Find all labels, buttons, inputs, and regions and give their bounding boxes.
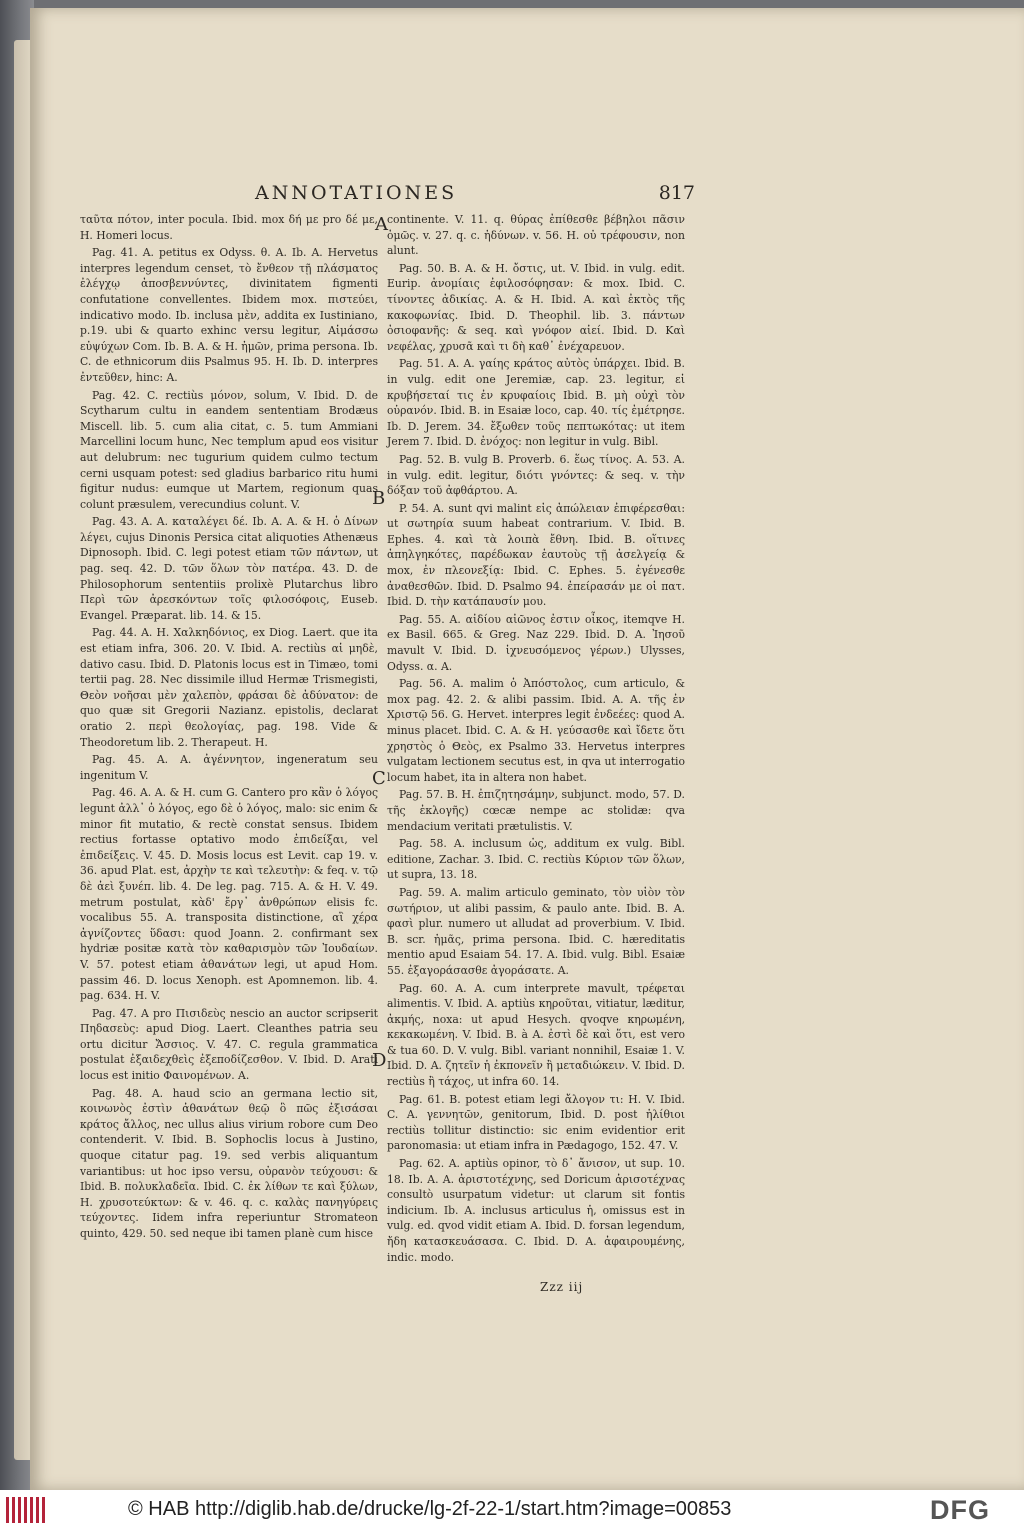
annotation-paragraph: continente. V. 11. q. θύρας ἐπίθεσθε βέβηλοι πᾶσιν ὁμῶς. v. 27. q. c. ἡδύνων. v. 56. H. οὐ τρέφουσιν, non alunt. (387, 213, 685, 258)
margin-marker-a: A (375, 214, 388, 235)
dfg-logo: DFG (930, 1495, 990, 1525)
annotation-paragraph: Pag. 61. B. potest etiam legi ἄλογον τι: H. V. Ibid. C. A. γεννητῶν, genitorum, Ibid. D. post ἡλίθιοι rectiùs tollitur distinctio: sic enim evidentior erit paronomasia: ut etiam infra in Pædagogo, 152. 47. V. (387, 1092, 685, 1153)
annotation-paragraph: Pag. 51. A. A. γαίης κράτος αὐτὸς ὑπάρχει. Ibid. B. in vulg. edit one Jeremiæ, cap. 23. legitur, εἰ κρυβήσεταί τις ἐν κρυφαίοις Ibid. B. μὴ οὐχὶ τὸν οὐρανόν. Ibid. B. in Esaiæ loco, cap. 40. τίς ἐμέτρησε. Ib. D. Jerem. 34. ἔξωθεν τοῦς πεπτωκότας: ut item Jerem 7. Ibid. D. ἐνόχος: non legitur in vulg. Bibl. (387, 357, 685, 449)
annotation-paragraph: Pag. 55. A. αἰδίου αἰῶνος ἐστιν οἶκος, itemqve H. ex Basil. 665. & Greg. Naz 229. Ibid. D. A. Ἰησοῦ mavult V. Ibid. D. ἰχνευσόμενος γέρων.) Ulysses, Odyss. α. A. (387, 612, 685, 673)
page-header (255, 182, 695, 204)
margin-marker-b: B (372, 488, 386, 509)
annotation-paragraph: Pag. 43. A. A. καταλέγει δέ. Ib. A. A. & H. ὁ Δίνων λέγει, cujus Dinonis Persica citat aliquoties Athenæus Dipnosoph. Ibid. C. legi potest etiam τῶν πάντων, ut pag. seq. 42. D. τῶν ὅλων τὸν πατέρα. 43. D. de Philosophorum sententiis prolixè Plutarchus libro Περὶ τῶν ἀρεσκόντων τοῖς φιλοσόφοις, Euseb. Evangel. Præparat. lib. 14. & 15. (80, 515, 378, 622)
annotation-paragraph: Pag. 57. B. H. ἐπιζητησάμην, subjunct. modo, 57. D. τῆς ἐκλογῆς) cœcæ nempe ac stolidæ: qva mendacium veritati prætulistis. V. (387, 788, 685, 833)
annotation-paragraph: Pag. 47. A pro Πισιδεὺς nescio an auctor scripserit Πηδασεὺς: apud Diog. Laert. Cleanthes patria seu ortu dicitur Ἄσσιος. V. 47. C. regula grammatica postulat ἐξαιδεχθεὶς ἐξεποδίζεσθον. V. Ibid. D. Arati locus est initio Φαινομένων. A. (80, 1006, 378, 1083)
copyright-url[interactable]: © HAB http://diglib.hab.de/drucke/lg-2f-22-1/start.htm?image=00853 (128, 1498, 732, 1520)
page-number: 817 (658, 182, 695, 204)
annotation-paragraph: Pag. 45. A. A. ἀγέννητον, ingeneratum seu ingenitum V. (80, 753, 378, 782)
annotation-paragraph: Pag. 42. C. rectiùs μόνον, solum, V. Ibid. D. de Scytharum cultu in eandem sententiam Brodæus Miscell. lib. 5. cum alia citat, c. 5. tum Ammiani Marcellini locum hunc, Nec templum apud eos visitur aut delubrum: nec tugurium quidem culmo tectum cerni usquam potest: sed gladius barbarico ritu humi figitur nudus: eumque ut Martem, regionum quas colunt præsulem, verecundius colunt. V. (80, 388, 378, 511)
annotation-paragraph: Pag. 50. B. A. & H. ὄστις, ut. V. Ibid. in vulg. edit. Eurip. ἀνομίαις ἐφιλοσόφησαν: & mox. Ibid. C. τίνοντες ἀδικίας. A. & H. Ibid. A. καὶ ἐκτὸς τῆς κακοφωνίας. Ibid. D. Theophil. lib. 3. πάντων ὀσιοφανῆς: & seq. καὶ γνόφον αἰεί. Ibid. D. Καὶ νεφέλας, χρυσᾶ καὶ τι δὴ καθ᾽ ἐνέχαρευον. (387, 261, 685, 353)
annotation-paragraph: Pag. 60. A. A. cum interprete mavult, τρέφεται alimentis. V. Ibid. A. aptiùs κηροῦται, vitiatur, læditur, ἀκμής, noxa: ut apud Hesych. qvoqve κηρωμένη, κεκακωμένη. V. Ibid. B. à A. ἐστὶ δὲ καὶ ὅτι, est vero & tua 60. D. V. vulg. Bibl. variant nonnihil, Esaiæ 1. V. Ibid. D. A. ζητεῖν ἡ ἐκπονεῖν ἢ μεταδιώκειν. V. Ibid. D. rectiùs ἢ τάχος, ut infra 60. 14. (387, 981, 685, 1089)
annotation-paragraph: ταῦτα πότον, inter pocula. Ibid. mox δή με pro δέ με, H. Homeri locus. (80, 213, 378, 242)
annotation-paragraph: Pag. 46. A. A. & H. cum G. Cantero pro κἂν ὁ λόγος legunt ἀλλ᾽ ὁ λόγος, ego δὲ ὁ λόγος, malo: sic enim & minor fit mutatio, & rectè constat sensus. Ibidem rectius fortasse optativo modo ἐπιδείξαι, vel ἐπιδείξεις. V. 45. D. Mosis locus est Levit. cap 19. v. 36. apud Plat. est, ἀρχὴν τε καὶ τελευτὴν: & feq. v. τῷ δὲ ἀεὶ ξυνέπ. lib. 4. De leg. pag. 715. A. & H. V. 49. metrum postulat, κὰδ' ἔργ᾽ ἀνθρώπων elisis fc. vocalibus 55. A. transposita distinctione, αἳ χέρα ἀγνίζοντες ὕδασι: quod Joann. 2. confirmant sex hydriæ positæ κατὰ τὸν καθαρισμὸν τῶν Ἰουδαίων. V. 57. potest etiam ἀθανάτων legi, ut apud Hom. passim 46. D. locus Xenoph. est Apomnemon. lib. 4. pag. 634. H. V. (80, 786, 378, 1003)
hab-logo-icon (4, 1497, 50, 1523)
margin-marker-c: C (372, 768, 386, 789)
margin-marker-d: D (372, 1050, 387, 1071)
signature-mark: Zzz iij (540, 1280, 584, 1294)
annotation-paragraph: Pag. 52. B. vulg B. Proverb. 6. ἕως τίνος. A. 53. A. in vulg. edit. legitur, διότι γνόντες: & seq. v. τὴν δόξαν τοῦ ἀφθάρτου. A. (387, 452, 685, 498)
running-head: ANNOTATIONES (255, 182, 458, 204)
viewer-footer (0, 1490, 1024, 1529)
right-column (387, 212, 685, 1264)
annotation-paragraph: Pag. 62. A. aptiùs opinor, τὸ δ᾽ ἄνισον, ut sup. 10. 18. Ib. A. A. ἀριστοτέχνης, sed Doricum ἀρισοτέχνας consultò usurpatum videtur: ut clarum sit fontis indicium. Ib. A. inclusus articulus ἡ, omissus est in vulg. ed. qvod vidit etiam A. Ibid. D. forsan legendum, ἤδη κατασκευάσασα. C. Ibid. D. A. ἀφαιρουμένης, indic. modo. (387, 1157, 685, 1264)
annotation-paragraph: Pag. 56. A. malim ὁ Ἀπόστολος, cum articulo, & mox pag. 42. 2. & alibi passim. Ibid. A. A. τῆς ἐν Χριστῷ 56. G. Hervet. interpres legit ἐνδεέες: quod A. minus placet. Ibid. C. A. & H. γεύσασθε καὶ ἴδετε ὅτι χρηστὸς ὁ Θεὸς, ex Psalmo 33. Hervetus interpres vulgatam lectionem secutus est, in qva ut interrogatio locum habet, ita in altera non habet. (387, 677, 685, 784)
annotation-paragraph: Pag. 48. A. haud scio an germana lectio sit, κοινωνὸς ἐστὶν ἀθανάτων θεῷ ὃ πῶς ἐξισάσαι κράτος ἄλλος, nec ullus alius virium robore cum Deo contenderit. V. Ibid. B. Sophoclis locus à Justino, quoque citatur pag. 19. sed verbis aliquantum variantibus: ut hoc ipso versu, οὐρανὸν τεύχουσι: & Ibid. B. πολυκλαδεῖα. Ibid. C. ἐκ λίθων τε καὶ ξύλων, H. χρυσοτεύκτων: & v. 46. q. c. καλὰς πανηγύρεις τεύχοντες. Iidem infra reperiuntur Stromateon quinto, 429. 50. sed neque ibi tamen planè cum hisce (80, 1086, 378, 1240)
left-column (80, 212, 378, 1240)
annotation-paragraph: Pag. 59. A. malim articulo geminato, τὸν υἱὸν τὸν σωτήριον, ut alibi passim, & paulo ante. Ibid. B. A. φασὶ plur. numero ut alludat ad proverbium. V. Ibid. B. scr. ἡμᾶς, prima persona. Ibid. C. hæreditatis mentio apud Esaiam 54. 17. A. Ibid. vulg. Bibl. Esaiæ 55. ἐξαγοράσασθε ἀγοράσατε. A. (387, 885, 685, 977)
annotation-paragraph: Pag. 58. A. inclusum ὡς, additum ex vulg. Bibl. editione, Zachar. 3. Ibid. C. rectiùs Κύριον τῶν ὅλων, ut supra, 13. 18. (387, 837, 685, 882)
annotation-paragraph: P. 54. A. sunt qvi malint εἰς ἀπώλειαν ἐπιφέρεσθαι: ut σωτηρία suum habeat contrarium. V. Ibid. B. Ephes. 4. καὶ τὰ λοιπὰ ἔθνη. Ibid. B. οἵτινες ἀπηλγηκότες, παρέδωκαν ἑαυτοὺς τῇ ἀσελγείᾳ & mox, ἐν πλεονεξίᾳ: Ibid. C. Ephes. 5. ἐγένεσθε ἀναθεσθῶν. Ibid. D. Psalmo 94. ἐπείρασάν με οἱ πατ. Ibid. D. τὴν κατάπαυσίν μου. (387, 501, 685, 609)
annotation-paragraph: Pag. 41. A. petitus ex Odyss. θ. A. Ib. A. Hervetus interpres legendum censet, τὸ ἔνθεον τῇ πλάσματος ἐλέγχῳ ἀποσβεννύντες, divinitatem figmenti confutatione convellentes. Ibidem mox. πιστεύει, indicativo modo. Ib. inclusa μὲν, addita ex Iustiniano, p.19. ubi & quarto exhinc versu legitur, Αἱμάσσω εὐψύχων Com. Ib. B. A. & H. ἡμῶν, prima persona. Ib. C. de ethnicorum diis Psalmus 95. H. Ib. D. interpres ἐντεῦθεν, hinc: A. (80, 246, 378, 384)
annotation-paragraph: Pag. 44. A. H. Χαλκηδόνιος, ex Diog. Laert. que ita est etiam infra, 306. 20. V. Ibid. A. rectiùs αἱ μηδὲ, dativo casu. Ibid. D. Platonis locus est in Timæo, tomi tertii pag. 28. Nec dissimile illud Hermæ Trismegisti, Θεὸν νοῆσαι μὲν χαλεπὸν, φράσαι δὲ ἀδύνατον: de quo quæ sit Gregorii Nazianz. epistolis, declarat oratio 2. περὶ θεολογίας, pag. 198. Vide & Theodoretum lib. 2. Therapeut. H. (80, 626, 378, 749)
